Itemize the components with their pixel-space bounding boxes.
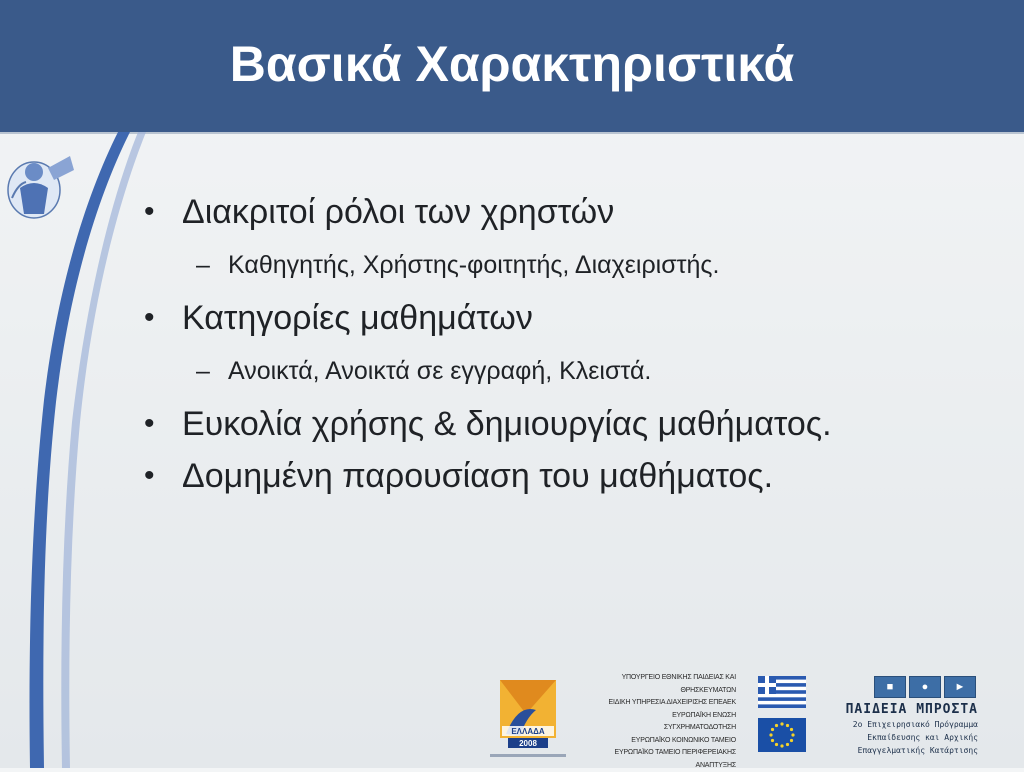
- stop-icon: ■: [874, 676, 906, 698]
- record-icon: ●: [909, 676, 941, 698]
- bullet-item: • Ευκολία χρήσης & δημιουργίας μαθήματος.: [140, 398, 1000, 450]
- paideia-line: Επαγγελματικής Κατάρτισης: [857, 746, 978, 755]
- slide-content: [140, 186, 1000, 502]
- title-bar: [0, 0, 1024, 134]
- bullet-item: • Δομημένη παρουσίαση του μαθήματος.: [140, 450, 1000, 502]
- decorative-swoosh: [0, 132, 150, 768]
- footer-logos: [480, 664, 1024, 768]
- paideia-logo-title: ΠΑΙΔΕΙΑ ΜΠΡΟΣΤΑ: [845, 702, 978, 717]
- ellada-logo-text: ΕΛΛΑΔΑ: [511, 727, 545, 736]
- bullet-item: • Κατηγορίες μαθημάτων: [140, 292, 1000, 344]
- paideia-control-bar: [874, 676, 976, 698]
- ministry-line: ΕΥΡΩΠΑΪΚΟ ΤΑΜΕΙΟ ΠΕΡΙΦΕΡΕΙΑΚΗΣ ΑΝΑΠΤΥΞΗΣ: [614, 749, 736, 769]
- ministry-text-block: [590, 672, 736, 772]
- sub-bullet-item: – Ανοικτά, Ανοικτά σε εγγραφή, Κλειστά.: [140, 344, 1000, 398]
- greek-flag-icon: [758, 676, 806, 708]
- ellada-2008-logo-icon: [486, 674, 570, 762]
- classical-figure-logo-icon: [4, 148, 82, 222]
- sub-bullet-item: – Καθηγητής, Χρήστης-φοιτητής, Διαχειριστής.: [140, 238, 1000, 292]
- ministry-line: ΕΥΡΩΠΑΪΚΟ ΚΟΙΝΩΝΙΚΟ ΤΑΜΕΙΟ: [631, 736, 736, 744]
- ellada-logo-year: 2008: [519, 739, 537, 748]
- bullet-item: • Διακριτοί ρόλοι των χρηστών: [140, 186, 1000, 238]
- ministry-line: ΕΥΡΩΠΑΪΚΗ ΕΝΩΣΗ: [672, 711, 736, 719]
- ministry-line: ΥΠΟΥΡΓΕΙΟ ΕΘΝΙΚΗΣ ΠΑΙΔΕΙΑΣ ΚΑΙ ΘΡΗΣΚΕΥΜΑΤΩΝ: [621, 674, 736, 694]
- eu-flag-icon: [758, 718, 806, 752]
- paideia-line: 2ο Επιχειρησιακό Πρόγραμμα: [852, 720, 978, 729]
- slide-title: Βασικά Χαρακτηριστικά: [229, 36, 795, 92]
- paideia-line: Εκπαίδευσης και Αρχικής: [867, 733, 978, 742]
- paideia-logo-subtitle: [834, 718, 978, 757]
- ministry-line: ΣΥΓΧΡΗΜΑΤΟΔΟΤΗΣΗ: [663, 724, 736, 731]
- ministry-line: ΕΙΔΙΚΗ ΥΠΗΡΕΣΙΑ ΔΙΑΧΕΙΡΙΣΗΣ ΕΠΕΑΕΚ: [608, 699, 736, 706]
- play-icon: ►: [944, 676, 976, 698]
